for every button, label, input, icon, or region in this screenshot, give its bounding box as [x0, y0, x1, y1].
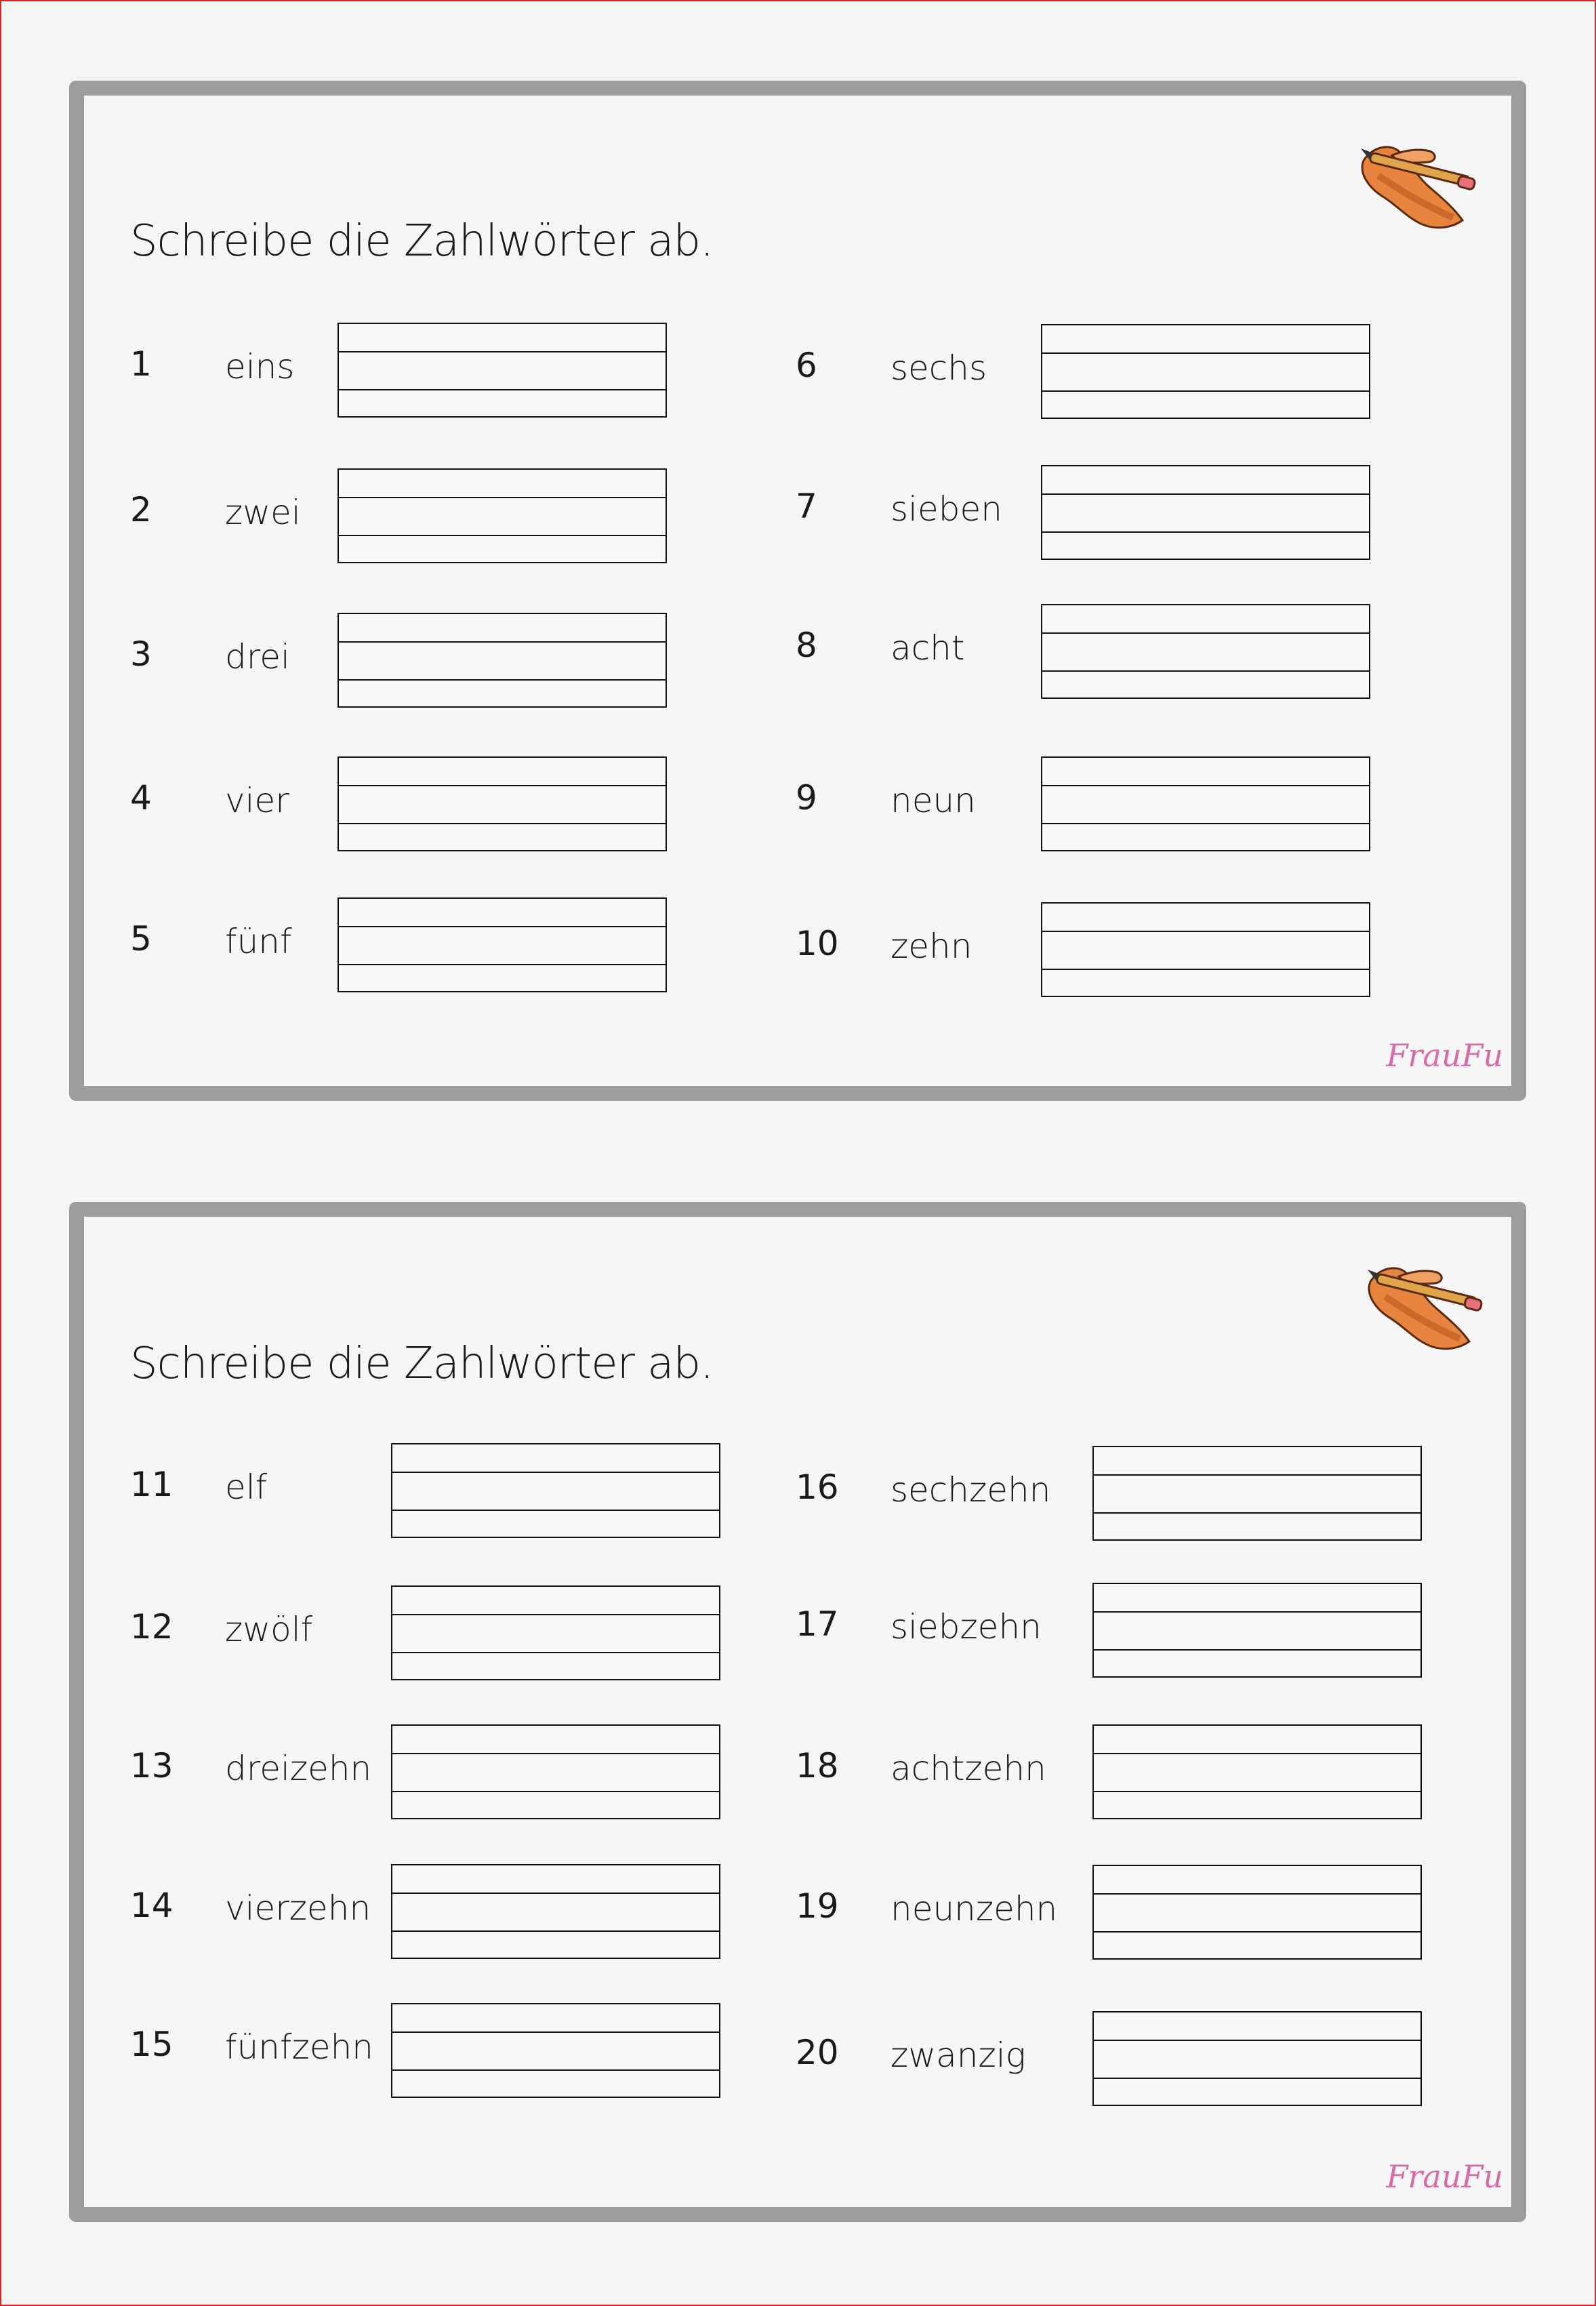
number-row-17 [796, 1583, 1460, 1678]
number-word: sechs [891, 348, 987, 388]
number-row-12 [130, 1585, 781, 1680]
number-digit: 19 [796, 1886, 839, 1926]
number-digit: 2 [130, 490, 152, 529]
writing-lines[interactable] [391, 2003, 720, 2098]
number-word: siebzehn [891, 1607, 1042, 1646]
number-digit: 14 [130, 1886, 173, 1925]
worksheet-title: Schreibe die Zahlwörter ab. [130, 1339, 714, 1389]
signature-logo: FrauFu [1386, 2158, 1503, 2195]
number-digit: 12 [130, 1607, 173, 1646]
worksheet-card-1 [69, 81, 1526, 1101]
number-word: fünfzehn [225, 2027, 373, 2067]
number-digit: 3 [130, 634, 152, 674]
number-row-3 [130, 613, 740, 708]
number-word: drei [225, 637, 290, 676]
number-word: sieben [891, 489, 1002, 529]
writing-lines[interactable] [1092, 1865, 1422, 1960]
writing-lines[interactable] [337, 468, 667, 563]
writing-lines[interactable] [337, 756, 667, 851]
writing-lines[interactable] [1041, 465, 1370, 560]
number-digit: 20 [796, 2033, 839, 2072]
number-row-14 [130, 1864, 781, 1959]
number-digit: 10 [796, 924, 839, 963]
number-word: neunzehn [891, 1889, 1058, 1928]
number-row-5 [130, 897, 740, 992]
writing-lines[interactable] [1041, 324, 1370, 419]
number-row-1 [130, 323, 740, 418]
number-row-16 [796, 1446, 1460, 1541]
number-word: eins [225, 347, 295, 386]
number-word: fünf [225, 922, 292, 961]
writing-lines[interactable] [1092, 1446, 1422, 1541]
writing-lines[interactable] [391, 1585, 720, 1680]
worksheet-card-2 [69, 1202, 1526, 2222]
number-row-19 [796, 1865, 1460, 1960]
number-word: acht [891, 628, 965, 668]
number-word: zwanzig [891, 2036, 1026, 2075]
writing-lines[interactable] [1041, 756, 1370, 851]
number-row-7 [796, 465, 1406, 560]
number-row-11 [130, 1443, 781, 1538]
writing-hand-icon [1358, 1242, 1494, 1358]
number-word: elf [225, 1468, 268, 1507]
worksheet-title: Schreibe die Zahlwörter ab. [130, 216, 714, 266]
writing-lines[interactable] [337, 613, 667, 708]
number-row-10 [796, 902, 1406, 997]
number-word: vier [225, 781, 289, 820]
number-digit: 16 [796, 1468, 839, 1507]
writing-lines[interactable] [391, 1724, 720, 1819]
writing-lines[interactable] [1092, 1724, 1422, 1819]
number-row-15 [130, 2003, 781, 2098]
number-digit: 8 [796, 626, 817, 665]
signature-logo: FrauFu [1386, 1037, 1503, 1074]
writing-lines[interactable] [1092, 2011, 1422, 2106]
number-word: achtzehn [891, 1749, 1046, 1788]
writing-lines[interactable] [337, 897, 667, 992]
number-row-13 [130, 1724, 781, 1819]
writing-lines[interactable] [391, 1443, 720, 1538]
number-digit: 9 [796, 778, 817, 817]
number-row-9 [796, 756, 1406, 851]
writing-hand-icon [1351, 121, 1487, 237]
writing-lines[interactable] [337, 323, 667, 418]
number-row-20 [796, 2011, 1460, 2106]
number-digit: 6 [796, 346, 817, 385]
number-row-6 [796, 324, 1406, 419]
number-digit: 7 [796, 487, 817, 526]
number-row-4 [130, 756, 740, 851]
number-row-8 [796, 604, 1406, 699]
number-digit: 5 [130, 919, 152, 958]
number-digit: 11 [130, 1465, 173, 1504]
number-digit: 17 [796, 1604, 839, 1644]
number-digit: 15 [130, 2025, 173, 2064]
writing-lines[interactable] [1092, 1583, 1422, 1678]
number-word: zwei [225, 493, 301, 532]
number-word: dreizehn [225, 1749, 372, 1788]
number-word: sechzehn [891, 1470, 1051, 1510]
number-digit: 4 [130, 778, 152, 817]
number-digit: 18 [796, 1746, 839, 1785]
writing-lines[interactable] [1041, 604, 1370, 699]
number-word: vierzehn [225, 1888, 371, 1928]
number-word: zwölf [225, 1610, 313, 1649]
number-digit: 1 [130, 344, 152, 384]
writing-lines[interactable] [391, 1864, 720, 1959]
number-digit: 13 [130, 1746, 173, 1785]
writing-lines[interactable] [1041, 902, 1370, 997]
number-word: zehn [891, 927, 973, 966]
number-row-2 [130, 468, 740, 563]
number-row-18 [796, 1724, 1460, 1819]
number-word: neun [891, 781, 976, 820]
